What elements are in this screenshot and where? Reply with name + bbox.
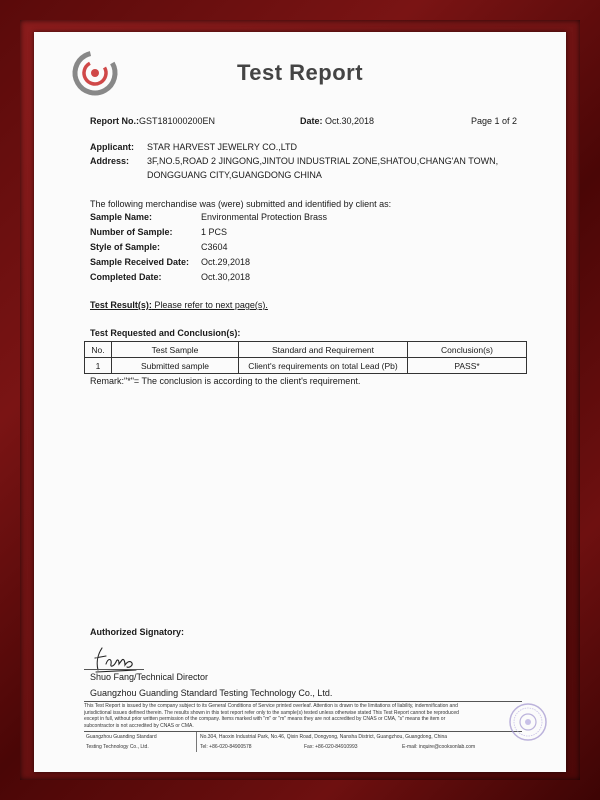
signature-line [84,669,144,670]
footer-email: E-mail: inquire@cooksonlab.com [402,744,476,750]
report-number-value: GST181000200EN [139,116,216,126]
footer-tel: Tel: +86-020-84900578 [200,744,252,750]
table-row [85,358,527,374]
footer-address: No.304, Haoxin Industrial Park, No.46, Qixin Road, Dongyong, Nansha District, Guangzhou, Guangdong, China [200,734,448,740]
footer-company-2: Testing Technology Co., Ltd. [86,744,149,750]
report-number [90,116,215,126]
signatory-label: Authorized Signatory: [90,627,184,637]
table-cell-sample: Submitted sample [112,358,239,374]
sample-count-value: 1 PCS [201,227,228,237]
footer-disclaimer-line-1: This Test Report is issued by the company subject to its General Conditions of Service printed overleaf. Attention is drawn to the limitations of liability, indemnification and [84,703,458,709]
report-date-value: Oct.30,2018 [325,116,375,126]
applicant-value: STAR HARVEST JEWELRY CO.,LTD [147,142,298,152]
sample-style-label: Style of Sample: [90,242,161,252]
signatory-company: Guangzhou Guanding Standard Testing Technology Co., Ltd. [90,688,333,698]
sample-style-value: C3604 [201,242,228,252]
sample-intro: The following merchandise was (were) submitted and identified by client as: [90,199,392,209]
conclusion-heading: Test Requested and Conclusion(s): [90,328,241,338]
footer-mid-rule [84,731,522,732]
footer-top-rule [84,701,522,702]
report-date [300,116,374,126]
conclusion-table [84,341,527,374]
address-label: Address: [90,156,130,166]
table-header-conclusion: Conclusion(s) [408,342,527,358]
signatory-name: Shuo Fang/Technical Director [90,672,209,682]
sample-name-value: Environmental Protection Brass [201,212,328,222]
table-header-row [85,342,527,358]
official-seal-icon [508,702,548,742]
sample-received-value: Oct.29,2018 [201,257,251,267]
test-result-text: Please refer to next page(s). [151,300,268,310]
report-page [34,32,566,772]
test-result [90,300,268,310]
report-number-label: Report No.: [90,116,139,126]
test-result-label: Test Result(s): [90,300,152,310]
footer-fax: Fax: +86-020-84910993 [304,744,358,750]
address-line-2: DONGGUANG CITY,GUANGDONG CHINA [147,170,322,180]
report-date-label: Date: [300,116,323,126]
footer-divider [196,732,197,752]
footer-disclaimer-line-4: subcontractor is not accredited by CNAS or CMA. [84,722,194,729]
sample-received-label: Sample Received Date: [90,257,190,267]
table-header-standard: Standard and Requirement [239,342,408,358]
table-cell-conclusion: PASS* [408,358,527,374]
remark: Remark:"*"= The conclusion is according to the client's requirement. [90,376,361,386]
address-line-1: 3F,NO.5,ROAD 2 JINGONG,JINTOU INDUSTRIAL ZONE,SHATOU,CHANG'AN TOWN, [147,156,499,166]
footer-disclaimer [84,703,522,729]
page-number: Page 1 of 2 [471,116,518,126]
completed-date-label: Completed Date: [90,272,162,282]
applicant-label: Applicant: [90,142,134,152]
sample-name-label: Sample Name: [90,212,153,222]
footer-company-1: Guangzhou Guanding Standard [86,734,157,740]
table-cell-no: 1 [85,358,112,374]
sample-count-label: Number of Sample: [90,227,173,237]
table-cell-standard: Client's requirements on total Lead (Pb) [239,358,408,374]
page-title: Test Report [236,60,364,85]
table-header-sample: Test Sample [112,342,239,358]
completed-date-value: Oct.30,2018 [201,272,251,282]
footer-disclaimer-line-2: jurisdictional issues defined therein. The results shown in this test report refer only to the sample(s) tested unless otherwise stated This Test Report cannot be reproduced [84,709,459,716]
footer-disclaimer-line-3: except in full, without prior written permission of the company. Items marked with "m" or "m" means they are not accredited by CNAS or CMA, "s" means the item or [84,716,446,722]
table-header-no: No. [85,342,112,358]
